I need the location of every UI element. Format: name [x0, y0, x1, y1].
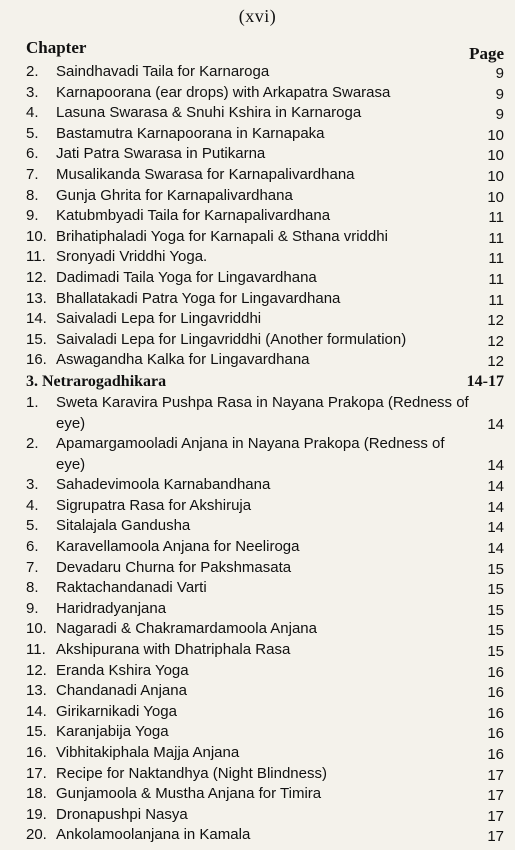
chapter-2-entries — [26, 62, 504, 371]
entry-page: 14 — [487, 478, 504, 496]
entry-number: 9. — [26, 207, 39, 225]
entry-page: 9 — [495, 106, 504, 124]
toc-entry — [26, 599, 504, 620]
entry-page: 9 — [495, 85, 504, 103]
entry-title: Karavellamoola Anjana for Neeliroga — [56, 538, 300, 556]
toc-entry — [26, 743, 504, 764]
toc-entry — [26, 702, 504, 723]
toc-entry — [26, 247, 504, 268]
entry-number: 4. — [26, 104, 39, 122]
entry-number: 7. — [26, 558, 39, 576]
section-heading — [26, 371, 504, 393]
toc-entry — [26, 103, 504, 124]
entry-page: 12 — [487, 312, 504, 330]
entry-page: 12 — [487, 332, 504, 350]
entry-title: Dadimadi Taila Yoga for Lingavardhana — [56, 268, 317, 286]
section-page-range: 14-17 — [466, 372, 504, 390]
entry-number: 10. — [26, 227, 47, 245]
toc-entry — [26, 309, 504, 330]
entry-page: 14 — [487, 498, 504, 516]
toc-entry — [26, 350, 504, 371]
toc-entry — [26, 537, 504, 558]
entry-title: Ankolamoolanjana in Kamala — [56, 826, 251, 844]
entry-page: 16 — [487, 704, 504, 722]
entry-number: 5. — [26, 517, 39, 535]
entry-title: Karanjabija Yoga — [56, 723, 169, 741]
entry-title: Jati Patra Swarasa in Putikarna — [56, 145, 266, 163]
toc-entry — [26, 165, 504, 186]
entry-number: 2. — [26, 63, 39, 80]
entry-number: 11. — [26, 641, 46, 659]
toc-entry — [26, 619, 504, 640]
entry-number: 15. — [26, 723, 47, 741]
chapter-3-entries — [26, 393, 504, 846]
entry-number: 13. — [26, 682, 47, 700]
entry-page: 15 — [487, 622, 504, 640]
entry-number: 12. — [26, 268, 47, 286]
entry-number: 12. — [26, 661, 47, 679]
toc-entry — [26, 825, 504, 846]
entry-title: Gunjamoola & Mustha Anjana for Timira — [56, 785, 322, 803]
entry-number: 15. — [26, 330, 47, 348]
entry-page: 10 — [487, 147, 504, 165]
toc-entry — [26, 268, 504, 289]
entry-number: 7. — [26, 165, 39, 183]
entry-title: Recipe for Naktandhya (Night Blindness) — [56, 764, 327, 782]
entry-number: 10. — [26, 620, 47, 638]
entry-page: 17 — [487, 766, 504, 784]
entry-number: 2. — [26, 435, 39, 453]
entry-title: Devadaru Churna for Pakshmasata — [56, 558, 292, 576]
entry-page: 14 — [487, 519, 504, 537]
entry-title: Nagaradi & Chakramardamoola Anjana — [56, 620, 317, 638]
entry-page: 10 — [487, 126, 504, 144]
toc-entry — [26, 578, 504, 599]
toc-entry — [26, 805, 504, 826]
entry-title: Sigrupatra Rasa for Akshiruja — [56, 496, 252, 514]
entry-number: 3. — [26, 476, 39, 494]
entry-page: 15 — [487, 581, 504, 599]
entry-page: 11 — [488, 229, 504, 247]
toc-entry — [26, 289, 504, 310]
toc-entry — [26, 640, 504, 661]
entry-title: Vibhitakiphala Majja Anjana — [56, 744, 240, 761]
page-number: (xvi) — [238, 6, 277, 26]
entry-number: 11. — [26, 248, 46, 266]
entry-page: 11 — [488, 209, 504, 227]
entry-page: 10 — [487, 188, 504, 206]
entry-title: Bhallatakadi Patra Yoga for Lingavardhana — [56, 289, 341, 307]
toc-entry — [26, 661, 504, 682]
entry-title: Haridradyanjana — [56, 599, 167, 617]
entry-number: 17. — [26, 764, 47, 782]
toc-entry — [26, 186, 504, 207]
toc-entry — [26, 330, 504, 351]
chapter-column-heading: Chapter — [26, 38, 87, 57]
entry-number: 13. — [26, 289, 47, 307]
entry-number: 6. — [26, 538, 39, 556]
toc-entry — [26, 434, 504, 475]
entry-number: 14. — [26, 702, 47, 720]
entry-number: 9. — [26, 599, 39, 617]
entry-page: 10 — [487, 167, 504, 185]
toc-entry — [26, 124, 504, 145]
entry-title: Lasuna Swarasa & Snuhi Kshira in Karnaroga — [56, 104, 362, 122]
entry-number: 16. — [26, 744, 47, 761]
entry-page: 15 — [487, 643, 504, 661]
entry-number: 20. — [26, 826, 47, 844]
entry-title: Katubmbyadi Taila for Karnapalivardhana — [56, 207, 331, 225]
entry-title: Sitalajala Gandusha — [56, 517, 191, 535]
entry-title: Sahadevimoola Karnabandhana — [56, 476, 271, 494]
entry-title: Girikarnikadi Yoga — [56, 702, 177, 720]
toc-entry — [26, 144, 504, 165]
entry-page: 17 — [487, 828, 504, 846]
entry-number: 8. — [26, 186, 39, 204]
toc-entry — [26, 558, 504, 579]
section-title: 3. Netrarogadhikara — [26, 372, 167, 390]
entry-page: 16 — [487, 663, 504, 681]
entry-title: Saindhavadi Taila for Karnaroga — [56, 63, 270, 80]
entry-page: 11 — [488, 291, 504, 309]
entry-title: Dronapushpi Nasya — [56, 805, 188, 823]
entry-number: 19. — [26, 805, 47, 823]
entry-title: Akshipurana with Dhatriphala Rasa — [56, 641, 291, 659]
entry-page: 11 — [488, 250, 504, 268]
entry-page: 11 — [488, 270, 504, 288]
entry-number: 4. — [26, 496, 39, 514]
toc-entry — [26, 764, 504, 785]
entry-title: Eranda Kshira Yoga — [56, 661, 189, 679]
table-of-contents — [26, 62, 504, 846]
toc-entry — [26, 62, 504, 83]
entry-page: 16 — [487, 725, 504, 743]
entry-page: 17 — [487, 807, 504, 825]
entry-page: 16 — [487, 684, 504, 702]
entry-page: 14 — [487, 415, 504, 433]
entry-title: Aswagandha Kalka for Lingavardhana — [56, 351, 310, 369]
entry-title: Brihatiphaladi Yoga for Karnapali & Sthana vriddhi — [56, 227, 388, 245]
toc-entry — [26, 475, 504, 496]
entry-number: 5. — [26, 124, 39, 142]
toc-entry — [26, 83, 504, 104]
toc-entry — [26, 206, 504, 227]
toc-entry — [26, 393, 504, 434]
entry-page: 12 — [487, 353, 504, 371]
entry-title: Raktachandanadi Varti — [56, 579, 207, 597]
toc-entry — [26, 722, 504, 743]
toc-entry — [26, 496, 504, 517]
entry-page: 17 — [487, 787, 504, 805]
entry-number: 14. — [26, 310, 47, 328]
toc-header — [26, 38, 504, 62]
toc-entry — [26, 681, 504, 702]
entry-number: 8. — [26, 579, 39, 597]
entry-page: 14 — [487, 457, 504, 475]
entry-title: Saivaladi Lepa for Lingavriddhi — [56, 310, 262, 328]
entry-title: Gunja Ghrita for Karnapalivardhana — [56, 186, 293, 204]
page-column-heading: Page — [469, 44, 504, 63]
entry-page: 15 — [487, 601, 504, 619]
entry-number: 16. — [26, 351, 47, 369]
entry-title: Sweta Karavira Pushpa Rasa in Nayana Prakopa (Redness of eye) — [56, 393, 469, 432]
entry-title: Sronyadi Vriddhi Yoga. — [56, 248, 208, 266]
entry-page: 9 — [495, 65, 504, 82]
toc-entry — [26, 227, 504, 248]
toc-entry — [26, 784, 504, 805]
entry-title: Apamargamooladi Anjana in Nayana Prakopa (Redness of eye) — [56, 435, 445, 473]
toc-entry — [26, 516, 504, 537]
entry-number: 1. — [26, 393, 39, 411]
entry-title: Chandanadi Anjana — [56, 682, 187, 700]
entry-title: Karnapoorana (ear drops) with Arkapatra Swarasa — [56, 83, 391, 101]
entry-page: 15 — [487, 560, 504, 578]
entry-number: 6. — [26, 145, 39, 163]
entry-title: Musalikanda Swarasa for Karnapalivardhana — [56, 165, 355, 183]
entry-page: 14 — [487, 540, 504, 558]
entry-number: 18. — [26, 785, 47, 803]
entry-title: Saivaladi Lepa for Lingavriddhi (Another formulation) — [56, 330, 407, 348]
entry-page: 16 — [487, 746, 504, 763]
entry-title: Bastamutra Karnapoorana in Karnapaka — [56, 124, 325, 142]
entry-number: 3. — [26, 83, 39, 101]
